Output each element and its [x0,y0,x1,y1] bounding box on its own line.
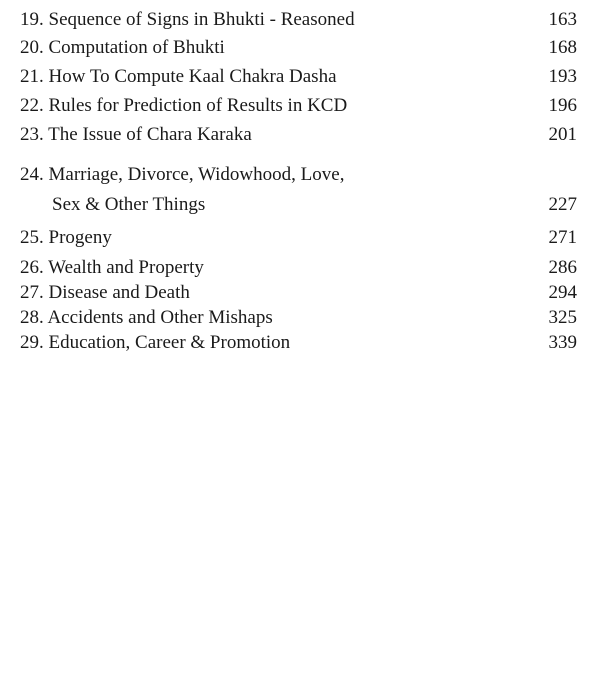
toc-entry-title: 20. Computation of Bhukti [20,37,225,58]
toc-entry-page: 201 [548,124,577,145]
toc-entry-page: 325 [548,307,577,328]
toc-entry-title: 21. How To Compute Kaal Chakra Dasha [20,66,337,87]
toc-entry-title: 22. Rules for Prediction of Results in KCD [20,95,348,116]
toc-entry [20,256,577,280]
toc-entry [20,94,577,118]
toc-entry-page: 196 [548,95,577,116]
toc-entry [20,331,577,355]
toc-entry-title: 29. Education, Career & Promotion [20,332,291,353]
toc-entry-title: 23. The Issue of Chara Karaka [20,124,252,145]
toc-entry [20,281,577,305]
toc-entry [20,36,577,60]
toc-entry [20,123,577,147]
toc-entry [20,8,577,32]
toc-entry-page: 168 [548,37,577,58]
toc-entry-page: 271 [548,227,577,248]
toc-entry-title: 25. Progeny [20,227,112,248]
toc-entry-page: 294 [548,282,577,303]
toc-entry-page: 163 [548,9,577,30]
toc-entry [20,65,577,89]
toc-entry-title: 28. Accidents and Other Mishaps [20,307,273,328]
toc-entry [20,163,577,217]
toc-entry-title: 19. Sequence of Signs in Bhukti - Reasoned [20,9,355,30]
toc-entry [20,226,577,250]
toc-entry-title: 26. Wealth and Property [20,257,204,278]
toc-entry-page: 227 [548,194,577,215]
toc-entry-page: 286 [548,257,577,278]
toc-entry-title: 24. Marriage, Divorce, Widowhood, Love, [20,164,345,185]
toc-entry-page: 193 [548,66,577,87]
toc-entry [20,306,577,330]
toc-entry-title-continued: Sex & Other Things [52,194,206,215]
toc-entry-page: 339 [548,332,577,353]
toc-entry-title: 27. Disease and Death [20,282,190,303]
